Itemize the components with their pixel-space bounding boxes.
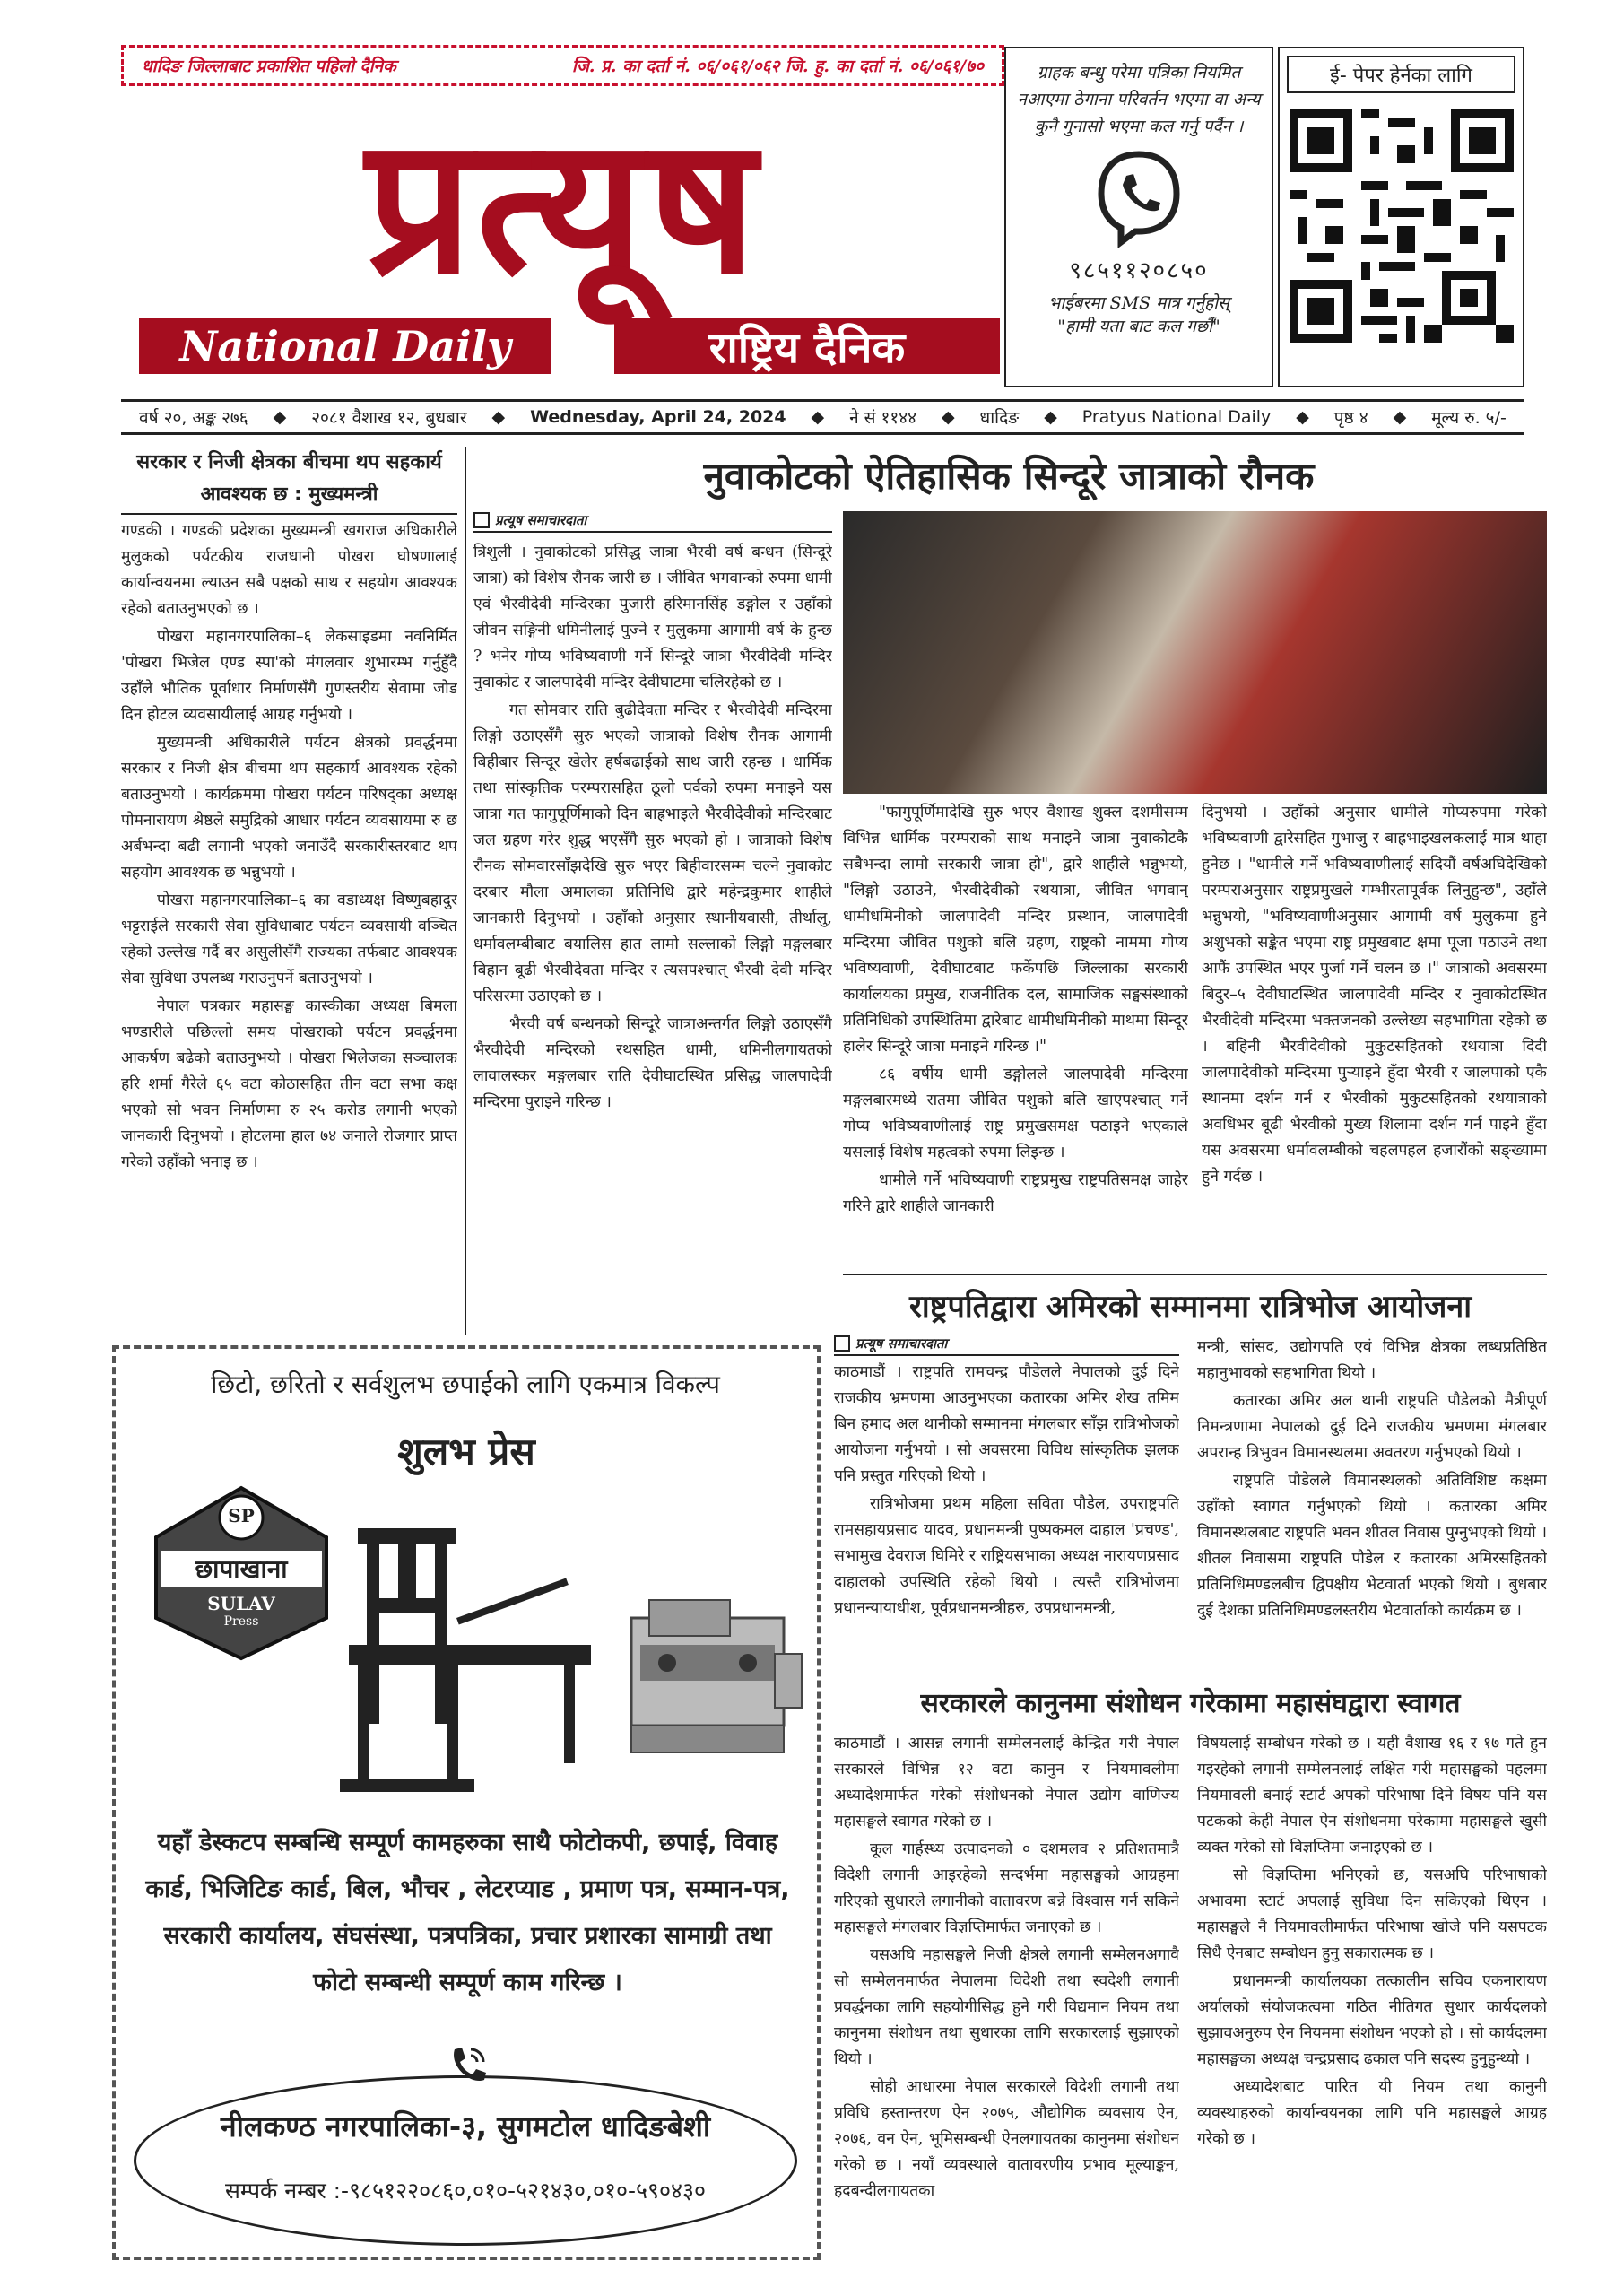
paragraph: सो विज्ञप्तिमा भनिएको छ, यसअघि परिभाषाको अभावमा स्टार्ट अपलाई सुविधा दिन सकिएको थिएन । महासङ्घले नै नियमावलीमार्फत परिभाषा खोजे पनि यसपटक सिधै ऐनबाट सम्बोधन हुनु सकारात्मक छ । — [1197, 1866, 1547, 1962]
separator: ◆ — [1393, 407, 1407, 427]
paragraph: राष्ट्रपति पौडेलले विमानस्थलको अतिविशिष्ट कक्षमा उहाँको स्वागत गर्नुभएको थियो । कतारका अमिर विमानस्थलबाट राष्ट्रपति भवन शीतल निवास पुग्नुभएको थियो । शीतल निवासमा राष्ट्रपति पौडेल र कतारका अमिरसहितको प्रतिनिधिमण्डलबीच द्विपक्षीय भेटवार्ता भएको थियो । बुधबार दुई देशका प्रतिनिधिमण्डलस्तरीय भेटवार्ताको कार्यक्रम छ । — [1197, 1472, 1547, 1620]
viber-number: ९८५११२०८५० — [1069, 257, 1209, 284]
paragraph: पोखरा महानगरपालिका–६ लेकसाइडमा नवनिर्मित 'पोखरा भिजेल एण्ड स्पा'को मंगलवार शुभारम्भ गर्नुहुँदै उहाँले भौतिक पूर्वाधार निर्माणसँगै गुणस्तरीय सेवामा जोड दिन होटल व्यवसायीलाई आग्रह गर्नुभयो । — [121, 628, 457, 724]
article-body — [121, 518, 457, 1176]
paragraph: गत सोमवार राति बुढीदेवता मन्दिर र भैरवीदेवी मन्दिरमा लिङ्गो उठाएसँगै सुरु भएको जात्राको विशेष रौनक आगामी बिहीबार सिन्दूर खेलेर हर्षबढाईको साथ जारी रहन्छ । धार्मिक तथा सांस्कृतिक परम्परासहित ठूलो पर्वको रुपमा मनाइने यस जात्रा गत फागुपूर्णिमाको दिन बाह्रभाइले भैरवीदेवीको मन्दिरबाट जल ग्रहण गरेर शुद्ध भएसँगै सुरु भएको हो । जात्राको विशेष रौनक सोमवारसाँझदेखि सुरु भएर बिहीवारसम्म चल्ने नुवाकोट दरबार मौला अमालका प्रतिनिधि द्वारे महेन्द्रकुमार शाहीले जानकारी दिनुभयो । उहाँको अनुसार स्थानीयवासी, तीर्थालु, धर्मावलम्बीबाट बयालिस हात लामो सल्लाको लिङ्गो मङ्गलबार बिहान बूढी भैरवीदेवता मन्दिर र त्यसपश्चात् भैरवी देवी मन्दिर परिसरमा उठाएको छ । — [473, 701, 832, 1005]
paragraph: पोखरा महानगरपालिका–६ का वडाध्यक्ष विष्णुबहादुर भट्टराईले सरकारी सेवा सुविधाबाट पर्यटन व्यवसायी वञ्चित रहेको उल्लेख गर्दै बर असुलीसँगै राज्यका तर्फबाट आवश्यक सेवा सुविधा उपलब्ध गराउनुपर्ने बताउनुभयो । — [121, 891, 457, 987]
info-bar — [121, 399, 1524, 435]
paragraph: नेपाल पत्रकार महासङ्घ कास्कीका अध्यक्ष बिमला भण्डारीले पछिल्लो समय पोखराको पर्यटन प्रवर्द्धनमा आकर्षण बढेको बताउनुभयो । पोखरा भिलेजका सञ्चालक हरि शर्मा गैरेले ६५ वटा कोठासहित तीन वटा सभा कक्ष भएको सो भवन निर्माणमा रु २५ करोड लगानी भएको जानकारी दिनुभयो । होटलमा हाल ७४ जनाले रोजगार प्राप्त गरेको उहाँको भनाइ छ । — [121, 997, 457, 1171]
masthead — [121, 96, 1004, 381]
paragraph: विषयलाई सम्बोधन गरेको छ । यही वैशाख १६ र १७ गते हुन गइरहेको लगानी सम्मेलनलाई लक्षित गरी महासङ्घको पहलमा नियमावली बनाई स्टार्ट अपको परिभाषा दिने विषय पनि यस पटकको केही नेपाल ऐन संशोधनमा परेकामा महासङ्घले खुसी व्यक्त गरेको सो विज्ञप्तिमा जनाइएको छ । — [1197, 1735, 1547, 1857]
price: मूल्य रु. ५/- — [1431, 408, 1507, 428]
amir-col1 — [834, 1335, 1179, 1675]
qr-code[interactable] — [1290, 109, 1514, 343]
paragraph: मुख्यमन्त्री अधिकारीले पर्यटन क्षेत्रको प्रवर्द्धनमा सरकार र निजी क्षेत्र बीचमा थप सहकार्य आवश्यक रहेको बताउनुभयो । कार्यक्रममा पोखरा पर्यटन परिषद्का अध्यक्ष पोमनारायण श्रेष्ठले समुद्रिको आधार पर्यटन व्यवसायमा रु छ अर्बभन्दा बढी लगानी भएको जनाउँदै सरकारीस्तरबाट थप सहयोग आवश्यक छ भन्नुभयो । — [121, 734, 457, 882]
logo-sub2: Press — [223, 1614, 259, 1629]
separator: ◆ — [273, 407, 287, 427]
ad-services: यहाँ डेस्कटप सम्बन्धि सम्पूर्ण कामहरुका साथै फोटोकपी, छपाई, विवाह कार्ड, भिजिटिङ कार्ड, बिल, भौचर , लेटरप्याड , प्रमाण पत्र, सम्मान-पत्र, सरकारी कार्यालय, संघसंस्था, पत्रपत्रिका, प्रचार प्रशारका सामाग्री तथा फोटो सम्बन्धी सम्पूर्ण काम गरिन्छ । — [145, 1829, 790, 1996]
epaper-label: ई- पेपर हेर्नका लागि — [1287, 56, 1515, 93]
registration-number: जि. प्र. का दर्ता नं. ०६/०६१/०६२ जि. हु. का दर्ता नं. ०६/०६१/७० — [571, 57, 984, 76]
ad-address: नीलकण्ठ नगरपालिका-३, सुगमटोल धादिङबेशी — [220, 2109, 711, 2144]
paragraph: भैरवी वर्ष बन्धनको सिन्दूरे जात्राअन्तर्गत लिङ्गो उठाएसँगै भैरवीदेवी मन्दिरको रथसहित धामी, धमिनीलगायतको लावालस्कर मङ्गलबार राति देवीघाटस्थित प्रसिद्ध जालपादेवी मन्दिरमा पुराइने गरिन्छ । — [473, 1015, 832, 1111]
amir-col2 — [1197, 1335, 1547, 1675]
advertisement-sulav-press — [112, 1345, 821, 2260]
place: धादिङ — [979, 408, 1020, 428]
viber-sms-note: भाईबरमा SMS मात्र गर्नुहोस् — [1048, 293, 1229, 313]
offset-press-image — [613, 1591, 811, 1770]
date-nepali: २०८१ वैशाख १२, बुधबार — [311, 408, 467, 428]
sindure-col3 — [1202, 800, 1547, 1266]
top-registration-strip — [121, 45, 1004, 86]
checkbox-icon — [473, 512, 490, 528]
viber-slogan: "हामी यता बाट कल गर्छौं" — [1057, 317, 1220, 336]
brand-logo: प्रत्यूष — [365, 96, 760, 316]
paragraph: यसअघि महासङ्घले निजी क्षेत्रले लगानी सम्मेलनअगावै सो सम्मेलनमार्फत नेपालमा विदेशी तथा स्वदेशी लगानी प्रवर्द्धनका लागि सहयोगीसिद्ध हुने गरी विद्यमान नियम तथा कानुनमा संशोधन तथा सुधारका लागि सरकारलाई सुझाएको थियो । — [834, 1946, 1179, 2068]
column-rule — [465, 447, 466, 1335]
logo-initials: SP — [228, 1505, 255, 1526]
sindure-col1 — [473, 511, 832, 1332]
viber-note: ग्राहक बन्धु परेमा पत्रिका नियमित नआएमा ठेगाना परिवर्तन भएमा वा अन्य कुनै गुनासो भएमा कल गर्नु पर्दैन । — [1017, 63, 1261, 136]
paragraph: काठमाडौं । आसन्न लगानी सम्मेलनलाई केन्द्रित गरी नेपाल सरकारले विभिन्न १२ वटा कानुन र नियमावलीमा अध्यादेशमार्फत गरेको संशोधनको नेपाल उद्योग वाणिज्य महासङ्घले स्वागत गरेको छ । — [834, 1735, 1179, 1831]
logo-main: छापाखाना — [195, 1554, 288, 1584]
press-logo — [147, 1483, 335, 1663]
byline: प्रत्यूष समाचारदाता — [834, 1335, 1179, 1356]
paragraph: कूल गार्हस्थ्य उत्पादनको ० दशमलव २ प्रतिशतमात्रै विदेशी लगानी आइरहेको सन्दर्भमा महासङ्घको आग्रहमा गरिएको सुधारले लगानीको वातावरण बन्ने विश्वास गर्न सकिने महासङ्घले मंगलबार विज्ञप्तिमार्फत जनाएको छ । — [834, 1840, 1179, 1936]
checkbox-icon — [834, 1335, 850, 1352]
headline-mahasangh: सरकारले कानुनमा संशोधन गरेकामा महासंघद्वारा स्वागत — [920, 1688, 1461, 1719]
paragraph: मन्त्री, सांसद, उद्योगपति एवं विभिन्न क्षेत्रका लब्धप्रतिष्ठित महानुभावको सहभागिता थियो । — [1197, 1338, 1547, 1382]
paragraph: सोही आधारमा नेपाल सरकारले विदेशी लगानी तथा प्रविधि हस्तान्तरण ऐन २०७५, औद्योगिक व्यवसाय ऐन, २०७६, वन ऐन, भूमिसम्बन्धी ऐनलगायतका कानुनमा संशोधन गरेको छ । नयाँ व्यवस्थाले वातावरणीय प्रभाव मूल्याङ्कन, हदबन्दीलगायतका — [834, 2078, 1179, 2200]
brand-english: National Daily — [139, 318, 551, 374]
sindure-col2 — [843, 800, 1188, 1266]
ad-press-name: शुलभ प्रेस — [397, 1430, 535, 1474]
nepal-sambat: ने सं ११४४ — [849, 408, 917, 428]
paragraph: अध्यादेशबाट पारित यी नियम तथा कानुनी व्यवस्थाहरुको कार्यान्वयनका लागि पनि महासङ्घले आग्रह गरेको छ । — [1197, 2078, 1547, 2148]
article-chief-minister — [121, 447, 457, 1335]
paragraph: प्रधानमन्त्री कार्यालयका तत्कालीन सचिव एकनारायण अर्यालको संयोजकत्वमा गठित नीतिगत सुधार कार्यदलको सुझावअनुरुप ऐन नियममा संशोधन भएको हो । सो कार्यदलमा महासङ्घका अध्यक्ष चन्द्रप्रसाद ढकाल पनि सदस्य हुनुहुन्थ्यो । — [1197, 1972, 1547, 2068]
ad-contact-numbers: सम्पर्क नम्बर :-९८५१२२०८६०,०१०-५२१४३०,०१०-५९०४३० — [224, 2178, 707, 2204]
mahasangh-col2 — [1197, 1731, 1547, 2269]
epaper-box — [1278, 47, 1524, 387]
paper-name: Pratyus National Daily — [1081, 407, 1272, 427]
horizontal-rule — [843, 1274, 1547, 1275]
date-english: Wednesday, April 24, 2024 — [530, 407, 786, 427]
volume-issue: वर्ष २०, अङ्क २७६ — [139, 408, 248, 428]
paragraph: दिनुभयो । उहाँको अनुसार धामीले गोप्यरुपमा गरेको भविष्यवाणी द्वारेसहित गुभाजु र बाह्रभाइखलकलाई मात्र थाहा हुनेछ । "धामीले गर्ने भविष्यवाणीलाई सदियौं वर्षअघिदेखिको परम्पराअनुसार राष्ट्रप्रमुखले गम्भीरतापूर्वक लिनुहुन्छ", उहाँले भन्नुभयो, "भविष्यवाणीअनुसार आगामी वर्ष मुलुकमा हुने अशुभको सङ्केत भएमा राष्ट्र प्रमुखबाट क्षमा पूजा पठाउने तथा आफैं उपस्थित भएर पुर्जा गर्ने चलन छ ।" जात्राको अवसरमा बिदुर–५ देवीघाटस्थित जालपादेवी मन्दिर र नुवाकोटस्थित भैरवीदेवी मन्दिरमा भक्तजनको उल्लेख्य सहभागिता रहेको छ । बहिनी भैरवीदेवीको मुकुटसहितको रथयात्रा दिदी जालपादेवीको मन्दिरमा पुर्‍याइने हुँदा भैरवी र जालपाको एकै स्थानमा दर्शन गर्न र भैरवीको मुकुटसहितको रथयात्राको अवधिभर बूढी भैरवीको मुख्य शिलामा दर्शन गर्न पाइने हुँदा यस अवसरमा धर्मावलम्बीको चहलपहल हजारौंको सङ्ख्यामा हुने गर्दछ । — [1202, 804, 1547, 1186]
brand-tagline: राष्ट्रिय दैनिक — [614, 318, 1000, 374]
paragraph: "फागुपूर्णिमादेखि सुरु भएर वैशाख शुक्ल दशमीसम्म विभिन्न धार्मिक परम्पराको साथ मनाइने जात्रा नुवाकोटकै सबैभन्दा लामो सरकारी जात्रा हो", द्वारे शाहीले भन्नुभयो, "लिङ्गो उठाउने, भैरवीदेवीको रथयात्रा, जीवित भगवान् धामीधमिनीको जालपादेवी मन्दिर प्रस्थान, जालपादेवी मन्दिरमा जीवित पशुको बलि ग्रहण, राष्ट्रको नाममा गोप्य भविष्यवाणी, देवीघाटबाट फर्केपछि जिल्लाका सरकारी कार्यालयका प्रमुख, राजनीतिक दल, सामाजिक सङ्घसंस्थाको प्रतिनिधिको उपस्थितिमा द्वारेबाट धामीधमिनीको माथमा सिन्दूर हालेर सिन्दूरे जात्रा मनाइने गरिन्छ ।" — [843, 804, 1188, 1056]
separator: ◆ — [942, 407, 955, 427]
top-note: धादिङ जिल्लाबाट प्रकाशित पहिलो दैनिक — [142, 57, 396, 76]
paragraph: रात्रिभोजमा प्रथम महिला सविता पौडेल, उपराष्ट्रपति रामसहायप्रसाद यादव, प्रधानमन्त्री पुष्पकमल दाहाल 'प्रचण्ड', सभामुख देवराज घिमिरे र राष्ट्रियसभाका अध्यक्ष नारायणप्रसाद दाहालको उपस्थिति रहेको थियो । त्यस्तै रात्रिभोजमा प्रधानन्यायाधीश, पूर्वप्रधानमन्त्रीहरु, उपप्रधानमन्त्री, — [834, 1495, 1179, 1617]
byline: प्रत्यूष समाचारदाता — [473, 511, 832, 533]
paragraph: काठमाडौं । राष्ट्रपति रामचन्द्र पौडेलले नेपालको दुई दिने राजकीय भ्रमणमा आउनुभएका कतारका अमिर शेख तमिम बिन हमाद अल थानीको सम्मानमा मंगलबार साँझ रात्रिभोजको आयोजना गर्नुभयो । सो अवसरमा विविध सांस्कृतिक झलक पनि प्रस्तुत गरिएको थियो । — [834, 1363, 1179, 1485]
page-number: पृष्ठ ४ — [1333, 408, 1368, 428]
paragraph: त्रिशुली । नुवाकोटको प्रसिद्ध जात्रा भैरवी वर्ष बन्धन (सिन्दूरे जात्रा) को विशेष रौनक जारी छ । जीवित भगवान्को रुपमा धामी एवं भैरवीदेवी मन्दिरका पुजारी हरिमानसिंह डङ्गोल र उहाँको जीवन सङ्गिनी धमिनीलाई पुज्ने र मुलुकमा आगामी वर्ष के हुन्छ ? भनेर गोप्य भविष्यवाणी गर्ने सिन्दूरे जात्रा भैरवीदेवी मन्दिर नुवाकोट र जालपादेवी मन्दिर देवीघाटमा चलिरहेको छ । — [473, 544, 832, 691]
ad-contact-oval — [134, 2075, 797, 2246]
viber-contact-box — [1004, 47, 1273, 387]
separator: ◆ — [491, 407, 506, 427]
separator: ◆ — [1044, 407, 1057, 427]
paragraph: धामीले गर्ने भविष्यवाणी राष्ट्रप्रमुख राष्ट्रपतिसमक्ष जाहेर गरिने द्वारे शाहीले जानकारी — [843, 1171, 1188, 1215]
paragraph: गण्डकी । गण्डकी प्रदेशका मुख्यमन्त्री खगराज अधिकारीले मुलुकको पर्यटकीय राजधानी पोखरा घोषणालाई कार्यान्वयनमा ल्याउन सबै पक्षको साथ र सहयोग आवश्यक रहेको बताउनुभएको छ । — [121, 522, 457, 618]
logo-sub: SULAV — [207, 1593, 275, 1614]
separator: ◆ — [811, 407, 825, 427]
ad-headline: छिटो, छरितो र सर्वशुलभ छपाईको लागि एकमात्र विकल्प — [211, 1370, 720, 1399]
paragraph: कतारका अमिर अल थानी राष्ट्रपति पौडेलको मैत्रीपूर्ण निमन्त्रणामा नेपालको दुई दिने राजकीय भ्रमणमा मंगलबार अपरान्ह त्रिभुवन विमानस्थलमा अवतरण गर्नुभएको थियो । — [1197, 1392, 1547, 1462]
jatra-photo — [843, 511, 1547, 794]
article-title: सरकार र निजी क्षेत्रका बीचमा थप सहकार्य आवश्यक छ : मुख्यमन्त्री — [121, 447, 457, 515]
hand-press-image — [322, 1510, 609, 1806]
headline-amir: राष्ट्रपतिद्वारा अमिरको सम्मानमा रात्रिभोज आयोजना — [908, 1289, 1472, 1325]
mahasangh-col1 — [834, 1731, 1179, 2269]
viber-phone-icon — [1094, 149, 1184, 248]
paragraph: ८६ वर्षीय धामी डङ्गोलले जालपादेवी मन्दिरमा मङ्गलबारमध्ये रातमा जीवित पशुको बलि खाएपश्चात् गर्ने गोप्य भविष्यवाणीलाई राष्ट्र प्रमुखसमक्ष पठाइने भएकाले यसलाई विशेष महत्वको रुपमा लिइन्छ । — [843, 1065, 1188, 1161]
separator: ◆ — [1296, 407, 1309, 427]
headline-sindure: नुवाकोटको ऐतिहासिक सिन्दूरे जात्राको रौनक — [703, 454, 1315, 498]
